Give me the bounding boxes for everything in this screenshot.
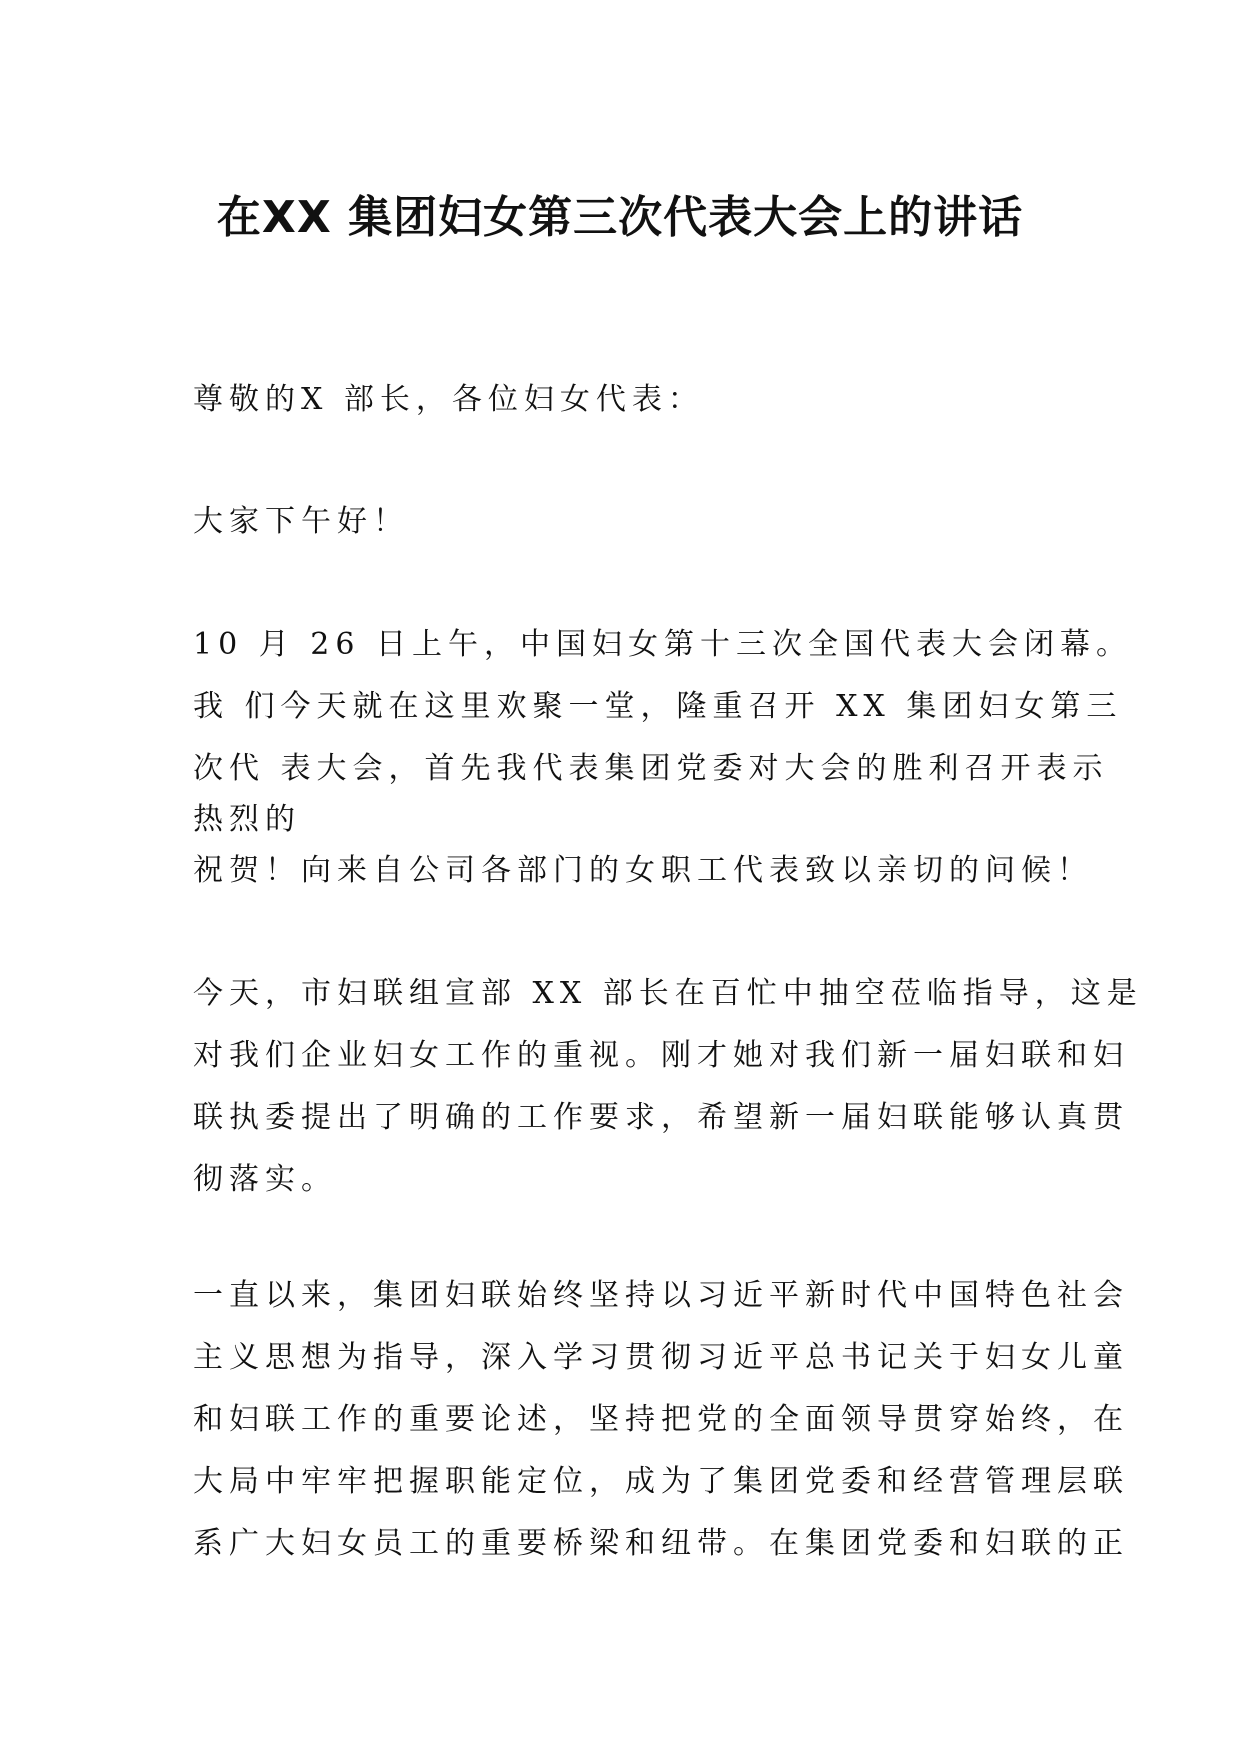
greeting (193, 491, 1053, 553)
paragraph-line: 祝贺！向来自公司各部门的女职工代表致以亲切的问候！ (193, 853, 1093, 888)
paragraph-line: 对我们企业妇女工作的重视。刚才她对我们新一届妇联和妇 (193, 1038, 1129, 1073)
paragraph-2 (193, 963, 1143, 1211)
greeting-line: 大家下午好！ (193, 504, 409, 539)
paragraph-line: 彻落实。 (193, 1162, 337, 1197)
paragraph-3 (193, 1265, 1129, 1575)
paragraph-line: 次代 表大会，首先我代表集团党委对大会的胜利召开表示 (193, 751, 1109, 786)
document-title: 在XX 集团妇女第三次代表大会上的讲话 (216, 192, 1024, 243)
paragraph-line: 今天，市妇联组宣部 XX 部长在百忙中抽空莅临指导，这是 (193, 976, 1143, 1011)
paragraph-line: 联执委提出了明确的工作要求，希望新一届妇联能够认真贯 (193, 1100, 1129, 1135)
paragraph-line: 大局中牢牢把握职能定位，成为了集团党委和经营管理层联 (193, 1464, 1129, 1499)
paragraph-line: 热烈的 (193, 802, 301, 837)
paragraph-line: 10 月 26 日上午，中国妇女第十三次全国代表大会闭幕。 (193, 627, 1132, 662)
paragraph-line: 和妇联工作的重要论述，坚持把党的全面领导贯穿始终，在 (193, 1402, 1129, 1437)
paragraph-1 (193, 614, 1132, 902)
paragraph-line: 一直以来，集团妇联始终坚持以习近平新时代中国特色社会 (193, 1278, 1129, 1313)
paragraph-line: 系广大妇女员工的重要桥梁和纽带。在集团党委和妇联的正 (193, 1526, 1129, 1561)
paragraph-line: 主义思想为指导，深入学习贯彻习近平总书记关于妇女儿童 (193, 1340, 1129, 1375)
paragraph-line: 我 们今天就在这里欢聚一堂，隆重召开 XX 集团妇女第三 (193, 689, 1123, 724)
salutation (193, 369, 1053, 431)
salutation-line: 尊敬的X 部长，各位妇女代表： (193, 382, 704, 417)
